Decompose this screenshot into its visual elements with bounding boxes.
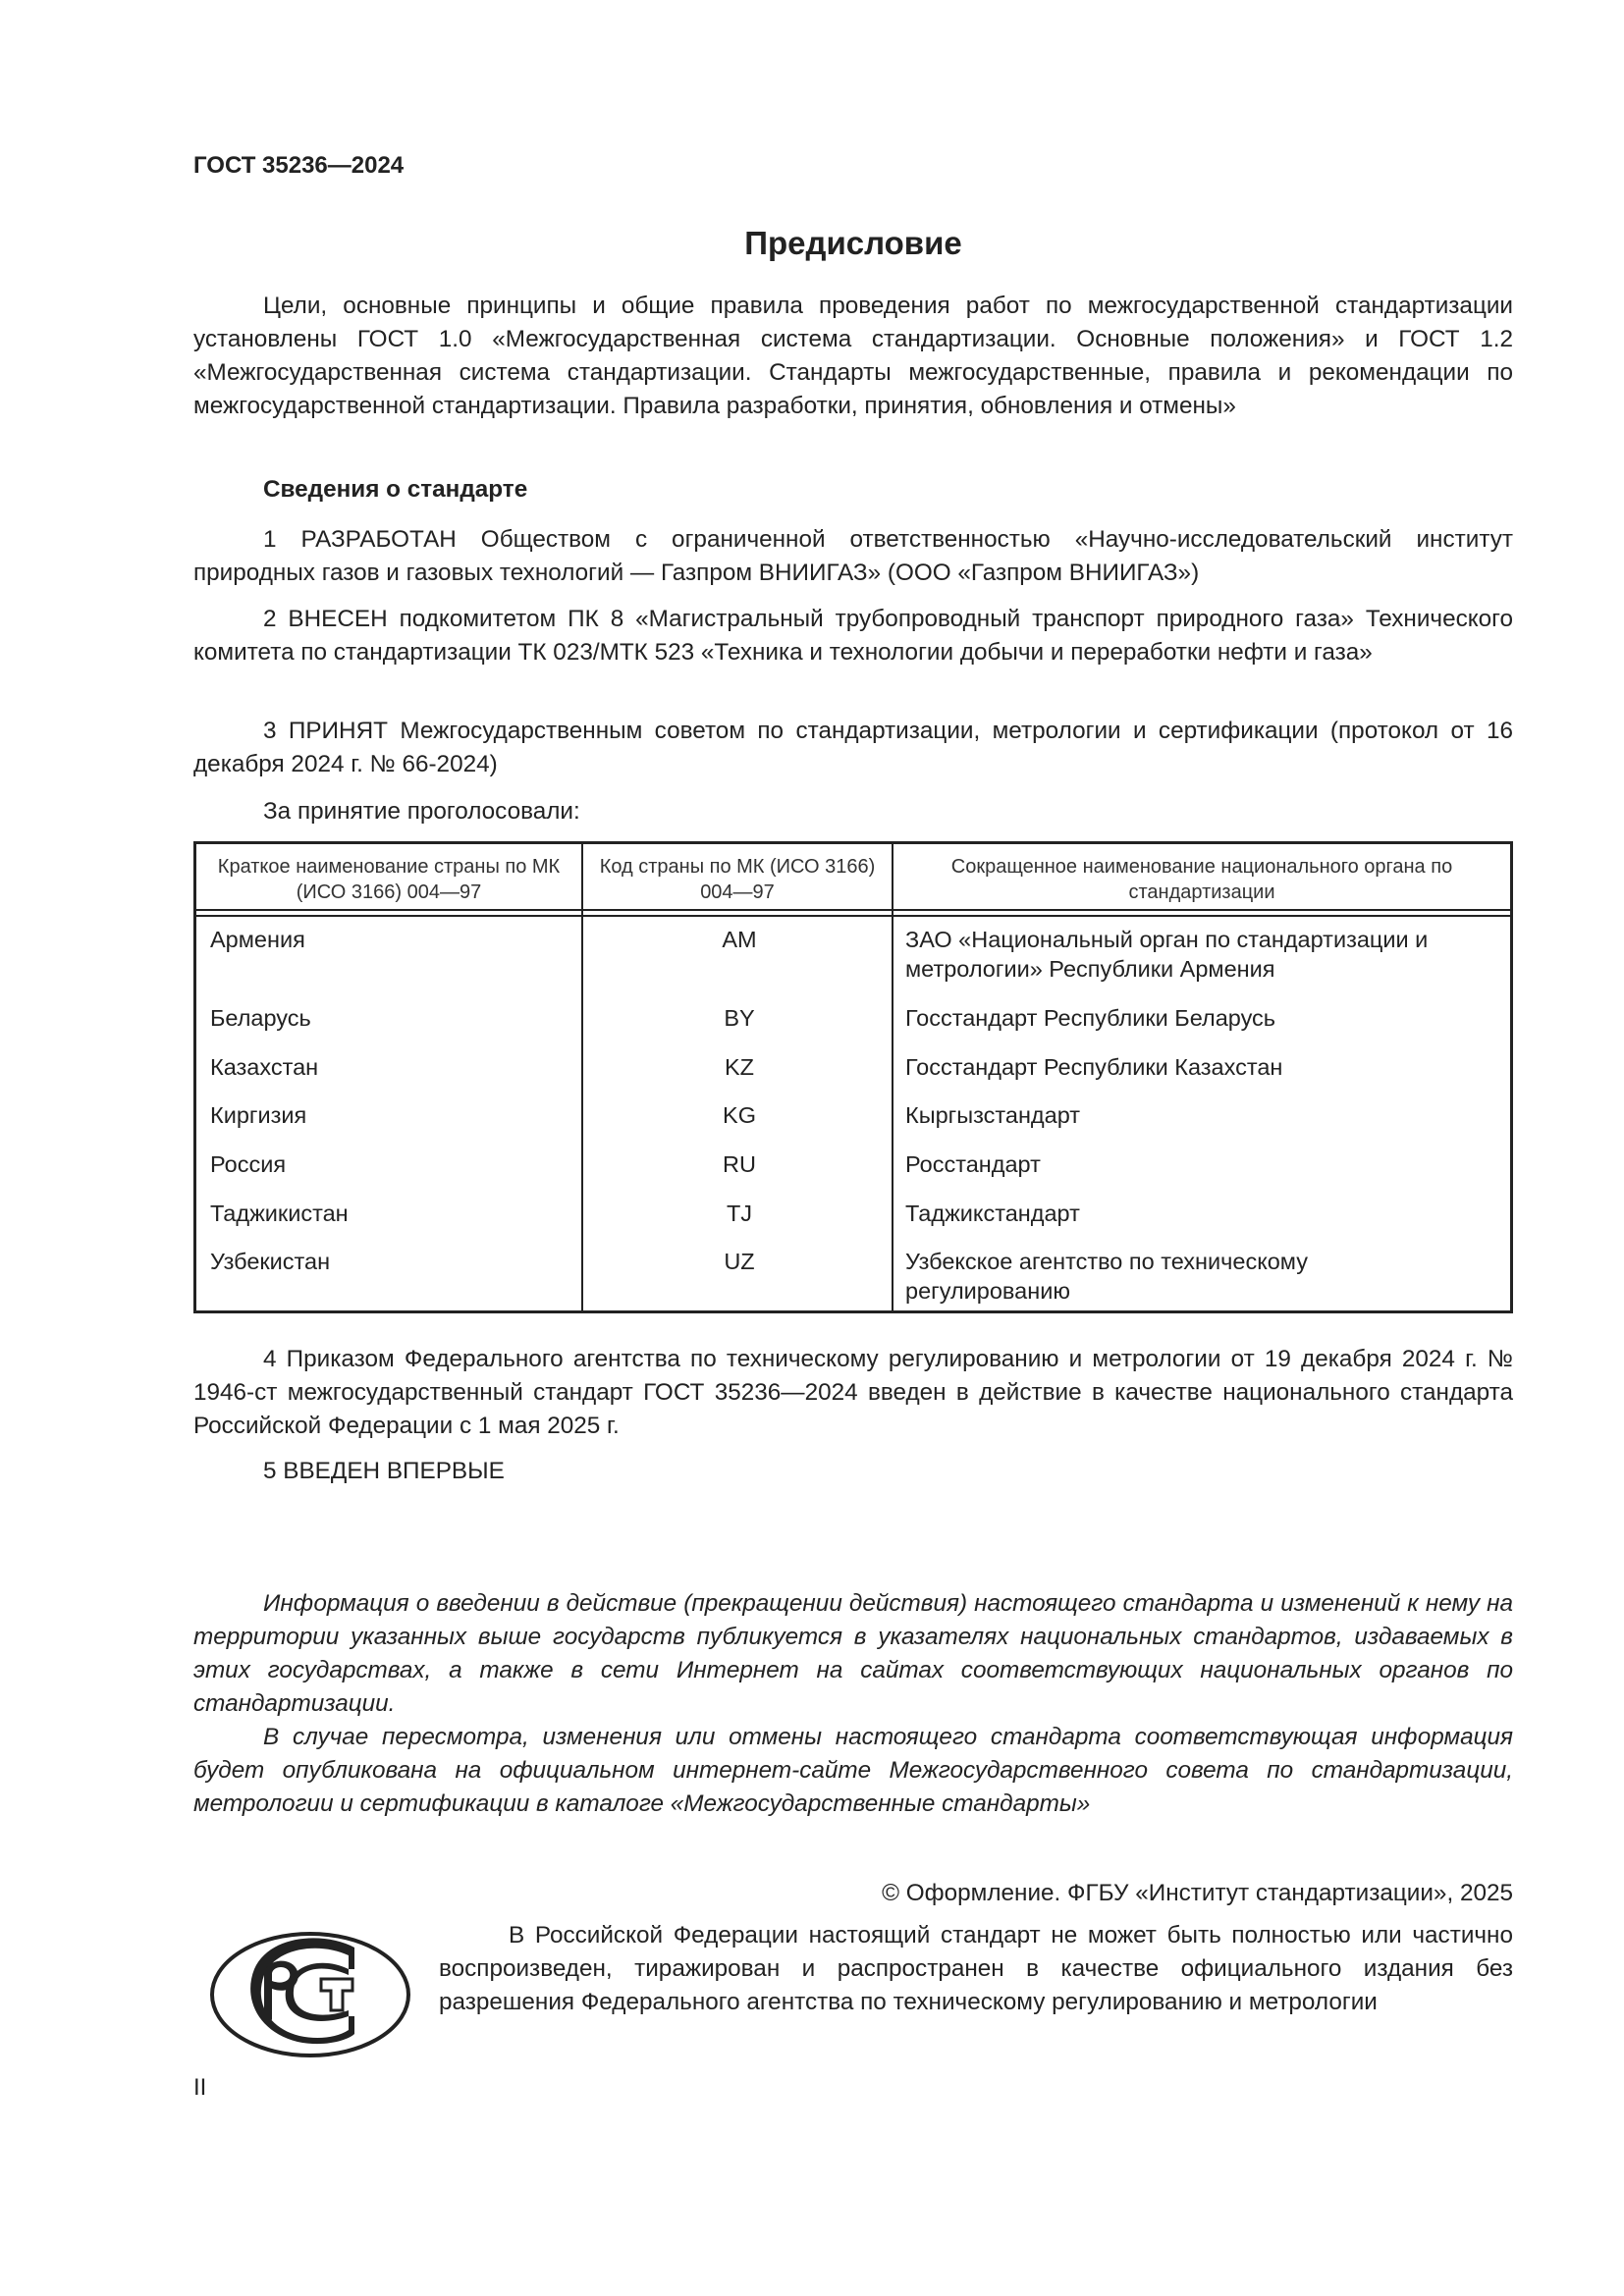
- info-block: [193, 1587, 1513, 1821]
- cell-body: Госстандарт Республики Казахстан: [905, 1054, 1283, 1080]
- cell-body: Росстандарт: [905, 1151, 1041, 1177]
- page-title: Предисловие: [744, 225, 962, 261]
- cell-body: Госстандарт Республики Беларусь: [905, 1005, 1276, 1031]
- page-number: II: [193, 2074, 207, 2101]
- info-paragraph: В случае пересмотра, изменения или отмены настоящего стандарта соответствующая информация будет опубликована на официальном интернет-сайте Межгосударственного совета по стандартизации, метрологии и сертификации в каталоге «Межгосударственные стандарты»: [193, 1724, 1513, 1817]
- item-3: 3 ПРИНЯТ Межгосударственным советом по стандартизации, метрологии и сертификации (протокол от 16 декабря 2024 г. № 66-2024): [193, 718, 1513, 777]
- document-code: ГОСТ 35236—2024: [193, 152, 405, 179]
- cell-country: Узбекистан: [210, 1249, 331, 1274]
- cell-country: Таджикистан: [210, 1201, 349, 1226]
- cell-country: Беларусь: [210, 1005, 311, 1031]
- item-5: 5 ВВЕДЕН ВПЕРВЫЕ: [263, 1458, 505, 1484]
- cell-body: Таджикстандарт: [905, 1201, 1080, 1226]
- cell-code: BY: [724, 1005, 755, 1031]
- cell-body: ЗАО «Национальный орган по стандартизации и метрологии» Республики Армения: [905, 927, 1429, 982]
- cell-code: KG: [723, 1102, 756, 1128]
- cell-body: Узбекское агентство по техническому регулированию: [905, 1249, 1308, 1304]
- header-rule: [196, 915, 1510, 917]
- cell-code: AM: [722, 927, 757, 952]
- item-4: 4 Приказом Федерального агентства по техническому регулированию и метрологии от 19 декабря 2024 г. № 1946-ст межгосударственный стандарт ГОСТ 35236—2024 введен в действие в качестве национального стандарта Российской Федерации с 1 мая 2025 г.: [193, 1346, 1513, 1439]
- reproduction-notice: В Российской Федерации настоящий стандарт не может быть полностью или частично воспроизведен, тиражирован и распространен в качестве официального издания без разрешения Федерального агентства по техническому регулированию и метрологии: [439, 1922, 1513, 2015]
- voting-table: [193, 841, 1513, 1313]
- cell-country: Россия: [210, 1151, 287, 1177]
- section-heading: Сведения о стандарте: [263, 476, 528, 503]
- cell-code: TJ: [726, 1201, 753, 1226]
- copyright-line: © Оформление. ФГБУ «Институт стандартизации», 2025: [882, 1880, 1513, 1906]
- item-1: 1 РАЗРАБОТАН Обществом с ограниченной ответственностью «Научно-исследовательский институт природных газов и газовых технологий — Газпром ВНИИГАЗ» (ООО «Газпром ВНИИГАЗ»): [193, 526, 1513, 586]
- header-rule: [196, 909, 1510, 911]
- voted-label: За принятие проголосовали:: [263, 798, 580, 825]
- cell-country: Киргизия: [210, 1102, 307, 1128]
- table-header-country: Краткое наименование страны по МК (ИСО 3166) 004—97: [217, 856, 561, 903]
- rst-certification-mark-icon: [209, 1930, 411, 2059]
- cell-body: Кыргызстандарт: [905, 1102, 1081, 1128]
- table-header-body: Сокращенное наименование национального органа по стандартизации: [950, 856, 1453, 903]
- cell-code: KZ: [724, 1054, 755, 1080]
- table-header-code: Код страны по МК (ИСО 3166) 004—97: [599, 856, 876, 903]
- cell-country: Казахстан: [210, 1054, 319, 1080]
- cell-code: RU: [723, 1151, 756, 1177]
- intro-paragraph: Цели, основные принципы и общие правила проведения работ по межгосударственной стандартизации установлены ГОСТ 1.0 «Межгосударственная система стандартизации. Основные положения» и ГОСТ 1.2 «Межгосударственная система стандартизации. Стандарты межгосударственные, правила и рекомендации по межгосударственной стандартизации. Правила разработки, принятия, обновления и отмены»: [193, 293, 1513, 419]
- info-paragraph: Информация о введении в действие (прекращении действия) настоящего стандарта и изменений к нему на территории указанных выше государств публикуется в указателях национальных стандартов, издаваемых в этих государствах, а также в сети Интернет на сайтах соответствующих национальных органов по стандартизации.: [193, 1590, 1513, 1717]
- cell-code: UZ: [724, 1249, 755, 1274]
- item-2: 2 ВНЕСЕН подкомитетом ПК 8 «Магистральный трубопроводный транспорт природного газа» Технического комитета по стандартизации ТК 023/МТК 523 «Техника и технологии добычи и переработки нефти и газа»: [193, 606, 1513, 666]
- cell-country: Армения: [210, 927, 305, 952]
